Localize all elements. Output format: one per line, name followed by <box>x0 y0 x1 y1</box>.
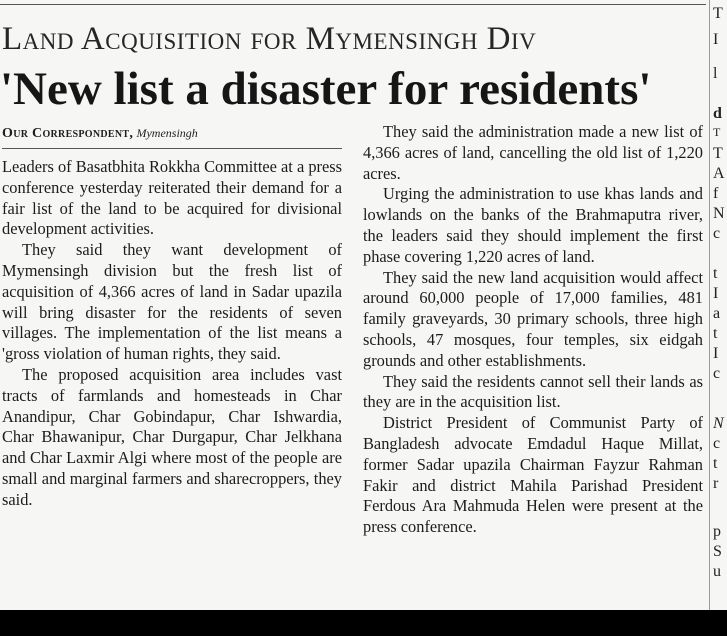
fragment-letter: u <box>713 563 721 580</box>
fragment-letter: I <box>713 345 719 362</box>
fragment-letter: c <box>713 435 721 452</box>
fragment-letter: c <box>713 225 721 242</box>
byline-divider <box>2 148 342 149</box>
fragment-letter: I <box>713 31 719 48</box>
byline <box>2 124 342 142</box>
fragment-letter: T <box>713 145 723 162</box>
adjacent-article-fragment <box>713 0 727 610</box>
fragment-letter: I <box>713 285 719 302</box>
fragment-letter: T <box>713 5 723 22</box>
fragment-letter: T <box>713 125 721 139</box>
fragment-letter: N <box>713 205 725 222</box>
fragment-letter: A <box>713 165 725 182</box>
paragraph: They said the administration made a new list of 4,366 acres of land, cancelling the old list of 1,220 acres. <box>363 122 703 183</box>
top-divider <box>0 4 706 5</box>
article-column-2 <box>363 122 703 538</box>
fragment-letter: f <box>713 185 719 202</box>
byline-author: Our Correspondent, <box>2 126 134 141</box>
paragraph: Leaders of Basatbhita Rokkha Committee at a press conference yesterday reiterated their demand for a fair list of the land to be acquired for divisional development activities. <box>2 157 343 239</box>
fragment-letter: t <box>713 265 718 282</box>
fragment-letter: t <box>713 325 718 342</box>
paragraph: They said they want development of Mymensingh division but the fresh list of acquisition of 4,366 acres of land in Sadar upazila will bring disaster for the residents of seven villages. The implementation of the list means a 'gross violation of human rights, they said. <box>2 240 342 364</box>
article-headline: 'New list a disaster for residents' <box>0 63 652 115</box>
fragment-letter: S <box>713 543 722 560</box>
fragment-letter: c <box>713 365 721 382</box>
paragraph: The proposed acquisition area includes vast tracts of farmlands and homesteads in Char Anandipur, Char Gobindapur, Char Ishwardia, Char Bhawanipur, Char Durgapur, Char Jelkhana and Char Laxmir Algi where most of the people are small and marginal farmers and sharecroppers, they said. <box>2 364 342 509</box>
fragment-letter: a <box>713 305 721 322</box>
scan-border <box>0 610 727 636</box>
fragment-letter: r <box>713 475 719 492</box>
paragraph: District President of Communist Party of Bangladesh advocate Emdadul Haque Millat, former Sadar upazila Chairman Fayzur Rahman Fakir and district Mahila Parishad President Ferdous Ara Mahmuda Helen were present at the press conference. <box>363 413 703 537</box>
paragraph: They said the residents cannot sell their lands as they are in the acquisition list. <box>363 371 703 412</box>
article-column-1 <box>2 157 342 511</box>
fragment-letter: p <box>713 523 721 540</box>
byline-location: Mymensingh <box>136 126 198 140</box>
fragment-letter: N <box>713 415 724 432</box>
fragment-letter: l <box>713 65 718 82</box>
paragraph: They said the new land acquisition would affect around 60,000 people of 17,000 families, 481 family graveyards, 30 primary schools, three high schools, 47 mosques, four temples, six eidgah grounds and other establishments. <box>363 267 703 370</box>
article-kicker: Land Acquisition for Mymensingh Div <box>2 21 537 57</box>
paragraph: Urging the administration to use khas lands and lowlands on the banks of the Brahmaputra river, the leaders said they should implement the first phase covering 1,220 acres of land. <box>363 184 703 266</box>
fragment-letter: d <box>713 105 722 122</box>
fragment-letter: t <box>713 455 718 472</box>
